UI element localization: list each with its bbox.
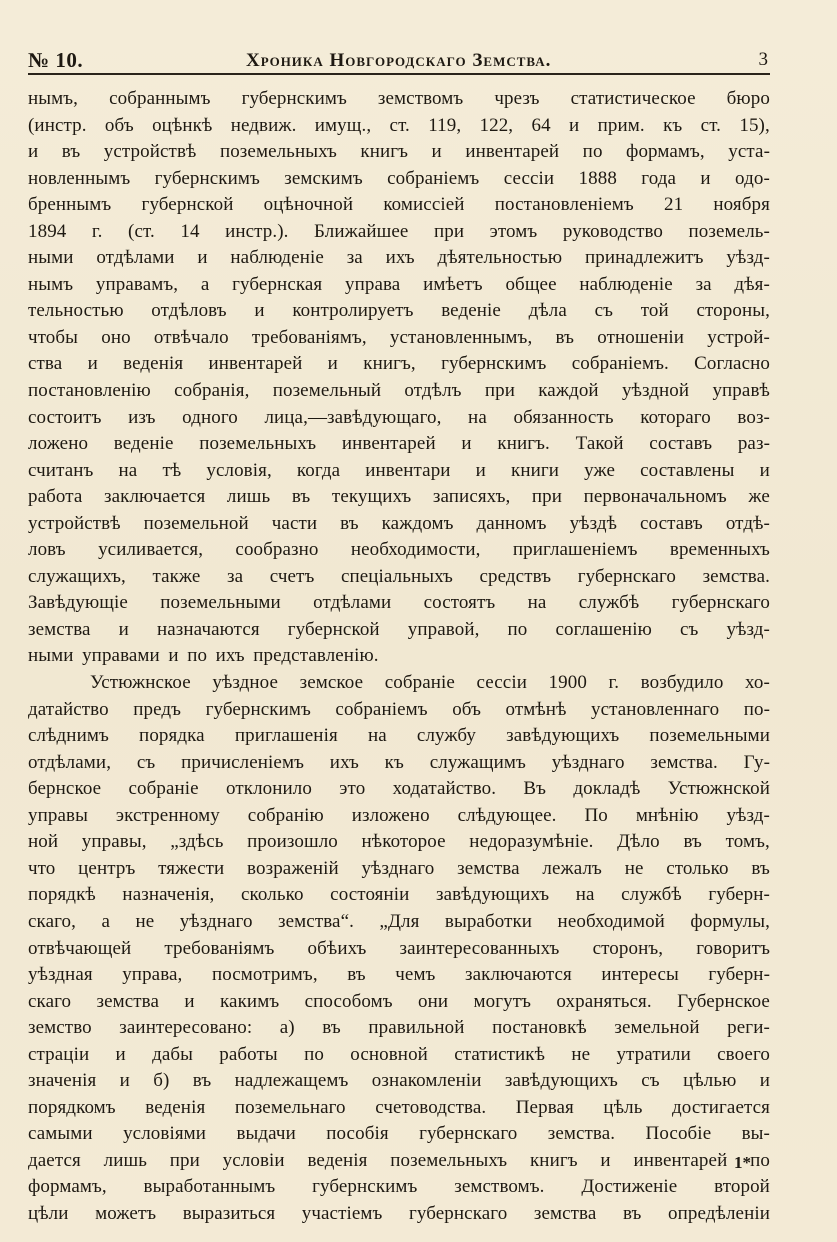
text-line: бреннымъ губернской оцѣночной комиссіей постановленіемъ 21 ноября xyxy=(28,194,770,216)
text-line: цѣли можетъ выразиться участіемъ губернскаго земства въ опредѣленіи xyxy=(28,1202,770,1224)
text-line: нымъ, собраннымъ губернскимъ земствомъ чрезъ статистическое бюро xyxy=(28,88,770,109)
text-line: самыми условіями выдачи пособія губернскаго земства. Пособіе вы- xyxy=(28,1123,770,1145)
issue-number: № 10. xyxy=(28,48,84,72)
text-line: что центръ тяжести возраженій уѣзднаго земства лежалъ не столько въ xyxy=(28,857,770,879)
text-line: скаго, а не уѣзднаго земства“. „Для выработки необходимой формулы, xyxy=(28,910,770,932)
text-line: работа заключается лишь въ текущихъ записяхъ, при первоначальномъ же xyxy=(28,486,770,508)
text-line: значенія и б) въ надлежащемъ ознакомленіи завѣдующихъ съ цѣлью и xyxy=(28,1070,770,1092)
text-line: управы экстренному собранію изложено слѣдующее. По мнѣнію уѣзд- xyxy=(28,804,770,826)
text-line: формамъ, выработаннымъ губернскимъ земствомъ. Достиженіе второй xyxy=(28,1176,770,1198)
text-line: земство заинтересовано: а) въ правильной постановкѣ земельной реги- xyxy=(28,1017,770,1039)
text-line: страціи и дабы работы по основной статистикѣ не утратили своего xyxy=(28,1043,770,1065)
text-line: (инстр. объ оцѣнкѣ недвиж. имущ., ст. 119, 122, 64 и прим. къ ст. 15), xyxy=(28,114,770,136)
text-line: ства и веденія инвентарей и книгъ, губернскимъ собраніемъ. Согласно xyxy=(28,353,770,375)
text-line: скаго земства и какимъ способомъ они могутъ охраняться. Губернское xyxy=(28,990,770,1012)
text-line: чтобы оно отвѣчало требованіямъ, установленнымъ, въ отношеніи устрой- xyxy=(28,326,770,348)
text-line: ными отдѣлами и наблюденіе за ихъ дѣятельностью принадлежитъ уѣзд- xyxy=(28,247,770,269)
page-number: 3 xyxy=(758,49,768,70)
text-line: и въ устройствѣ поземельныхъ книгъ и инвентарей по формамъ, уста- xyxy=(28,141,770,163)
text-line: считанъ на тѣ условія, когда инвентари и книги уже составлены и xyxy=(28,459,770,481)
text-line: земства и назначаются губернской управой, по соглашенію съ уѣзд- xyxy=(28,618,770,640)
text-line: Завѣдующіе поземельными отдѣлами состоятъ на службѣ губернскаго xyxy=(28,592,770,614)
journal-title: Хроника Новгородскаго Земства. xyxy=(246,50,552,71)
text-line: ными управами и по ихъ представленію. xyxy=(28,645,379,667)
text-line: слѣднимъ порядка приглашенія на службу завѣдующихъ поземельными xyxy=(28,725,770,747)
text-line: порядкомъ веденія поземельнаго счетоводства. Первая цѣль достигается xyxy=(28,1096,770,1118)
text-line: ложено веденіе поземельныхъ инвентарей и книгъ. Такой составъ раз- xyxy=(28,433,770,455)
running-header xyxy=(28,44,768,74)
header-rule xyxy=(28,73,770,75)
signature-mark: 1* xyxy=(734,1153,751,1172)
text-line: постановленію собранія, поземельный отдѣлъ при каждой уѣздной управѣ xyxy=(28,380,770,402)
text-line: нымъ управамъ, а губернская управа имѣетъ общее наблюденіе за дѣя- xyxy=(28,273,770,295)
text-line: 1894 г. (ст. 14 инстр.). Ближайшее при этомъ руководство поземель- xyxy=(28,220,770,242)
text-line: состоитъ изъ одного лица,—завѣдующаго, на обязанность котораго воз- xyxy=(28,406,770,428)
text-line: новленнымъ губернскимъ земскимъ собраніемъ сессіи 1888 года и одо- xyxy=(28,167,770,189)
text-line: отдѣлами, съ причисленіемъ ихъ къ служащимъ уѣзднаго земства. Гу- xyxy=(28,751,770,773)
text-line: порядкѣ назначенія, сколько состояніи завѣдующихъ на службѣ губерн- xyxy=(28,884,770,906)
text-line: ной управы, „здѣсь произошло нѣкоторое недоразумѣніе. Дѣло въ томъ, xyxy=(28,831,770,853)
text-line: ловъ усиливается, сообразно необходимости, приглашеніемъ временныхъ xyxy=(28,539,770,561)
body-text xyxy=(28,86,770,1228)
text-line: бернское собраніе отклонило это ходатайство. Въ докладѣ Устюжнской xyxy=(28,778,770,800)
text-line: датайство предъ губернскимъ собраніемъ объ отмѣнѣ установленнаго по- xyxy=(28,698,770,720)
text-line: тельностью отдѣловъ и контролируетъ веденіе дѣла съ той стороны, xyxy=(28,300,770,322)
text-line: устройствѣ поземельной части въ каждомъ данномъ уѣздѣ составъ отдѣ- xyxy=(28,512,770,534)
text-line: дается лишь при условіи веденія поземельныхъ книгъ и инвентарей по xyxy=(28,1149,770,1171)
text-line: Устюжнское уѣздное земское собраніе сессіи 1900 г. возбудило хо- xyxy=(90,672,770,694)
text-line: уѣздная управа, посмотримъ, въ чемъ заключаются интересы губерн- xyxy=(28,964,770,986)
text-line: отвѣчающей требованіямъ обѣихъ заинтересованныхъ сторонъ, говоритъ xyxy=(28,937,770,959)
text-line: служащихъ, также за счетъ спеціальныхъ средствъ губернскаго земства. xyxy=(28,565,770,587)
